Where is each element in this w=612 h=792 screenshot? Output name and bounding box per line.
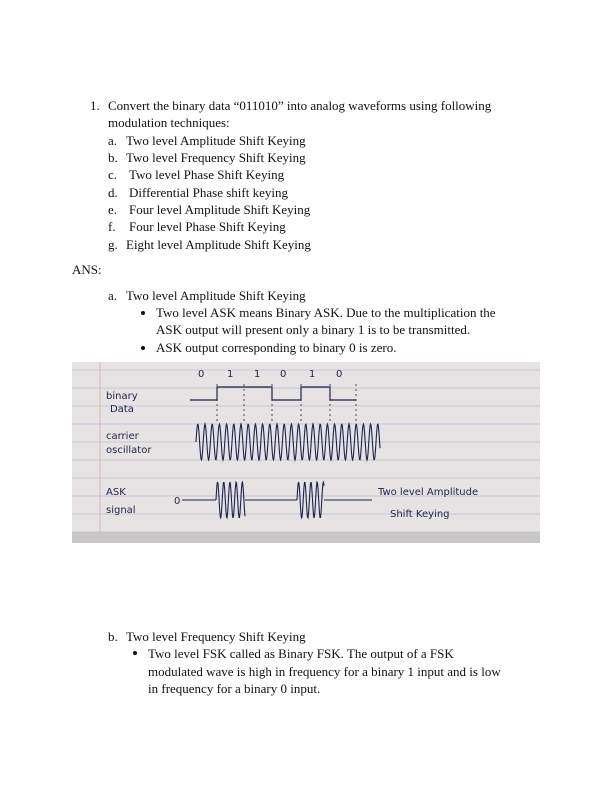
bullet-icon (133, 651, 137, 655)
question-text-line2: modulation techniques: (108, 115, 230, 130)
part-a-title: Two level Amplitude Shift Keying (126, 288, 306, 303)
list-item-letter: c. (108, 167, 118, 182)
part-a-bullet2: ASK output corresponding to binary 0 is zero. (156, 340, 397, 355)
list-item-letter: e. (108, 202, 118, 217)
part-a-bullet1-line2: ASK output will present only a binary 1 is to be transmitted. (156, 322, 471, 337)
part-b-bullet1-line1: Two level FSK called as Binary FSK. The output of a FSK (148, 646, 454, 661)
label-signal: signal (106, 505, 136, 516)
list-item: Four level Amplitude Shift Keying (129, 202, 311, 217)
label-carrier: carrier (106, 431, 139, 442)
bullet-icon (141, 346, 145, 350)
part-b-title: Two level Frequency Shift Keying (126, 629, 306, 644)
label-binary: binary (106, 391, 138, 402)
list-item-letter: g. (108, 237, 118, 252)
label-ask: ASK (106, 487, 126, 498)
answer-label: ANS: (72, 262, 102, 277)
list-item-letter: b. (108, 150, 118, 165)
ask-waveform-photo (72, 362, 540, 543)
list-item-letter: d. (108, 185, 118, 200)
question-text-line1: Convert the binary data “011010” into analog waveforms using following (108, 98, 492, 113)
bullet-icon (141, 311, 145, 315)
bit-label: 1 (254, 369, 261, 380)
list-item: Two level Frequency Shift Keying (126, 150, 306, 165)
bit-label: 0 (336, 369, 343, 380)
part-b-letter: b. (108, 629, 118, 644)
zero-mark: 0 (174, 496, 181, 507)
label-data: Data (110, 404, 134, 415)
bit-label: 1 (227, 369, 234, 380)
bit-label: 0 (280, 369, 287, 380)
list-item-letter: f. (108, 219, 116, 234)
label-oscillator: oscillator (106, 445, 152, 456)
question-number: 1. (90, 98, 100, 113)
figure-caption-line1: Two level Amplitude (378, 487, 479, 498)
part-b-bullet1-line2: modulated wave is high in frequency for a binary 1 input and is low (148, 664, 501, 679)
bit-label: 0 (198, 369, 205, 380)
bit-label: 1 (309, 369, 316, 380)
part-b-bullet1-line3: in frequency for a binary 0 input. (148, 681, 321, 696)
list-item: Two level Amplitude Shift Keying (126, 133, 306, 148)
figure-caption-line2: Shift Keying (390, 509, 450, 520)
list-item: Differential Phase shift keying (129, 185, 288, 200)
list-item: Eight level Amplitude Shift Keying (126, 237, 311, 252)
list-item: Two level Phase Shift Keying (129, 167, 285, 182)
part-a-letter: a. (108, 288, 118, 303)
list-item: Four level Phase Shift Keying (129, 219, 286, 234)
list-item-letter: a. (108, 133, 118, 148)
part-a-bullet1-line1: Two level ASK means Binary ASK. Due to the multiplication the (156, 305, 496, 320)
